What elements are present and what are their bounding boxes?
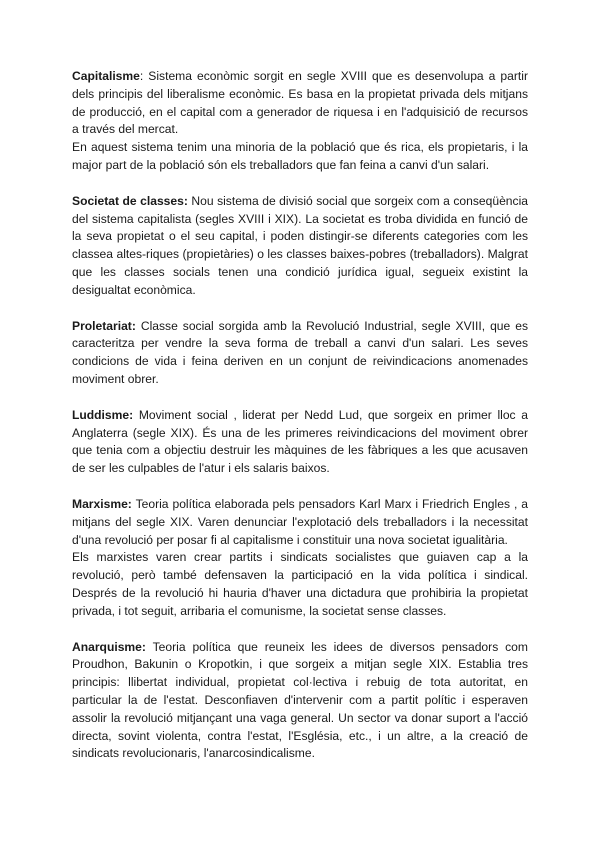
entry-term: Luddisme: bbox=[72, 407, 134, 422]
entry-paragraph bbox=[72, 639, 528, 764]
entry-paragraph: Capitalisme: Sistema econòmic sorgit en segle XVIII que es desenvolupa a partir dels principis del liberalisme econòmic. Es basa en la propietat privada dels mitjans de producció, en el capital com a generador de riquesa i en l'adquisició de recursos a través del mercat. bbox=[72, 69, 528, 137]
entry-paragraph bbox=[72, 549, 528, 620]
entry-term: Marxisme: bbox=[72, 496, 132, 511]
entry-paragraph bbox=[72, 139, 528, 175]
entry-text: Moviment social , liderat per Nedd Lud, que sorgeix en primer lloc a Anglaterra (segle XIX). És una de les primeres reivindicacions del moviment obrer que tenia com a objectiu destruir les màquines de les fàbriques a les que acusaven de ser les culpables de l'atur i els salaris baixos. bbox=[72, 407, 528, 476]
entry-term: Anarquisme: bbox=[72, 639, 146, 654]
entry-capitalisme bbox=[72, 68, 528, 175]
entry-proletariat bbox=[72, 318, 528, 389]
entry-paragraph bbox=[72, 318, 528, 389]
entry-luddisme bbox=[72, 407, 528, 478]
entry-paragraph bbox=[72, 496, 528, 549]
entry-paragraph bbox=[72, 407, 528, 478]
entry-term: Capitalisme bbox=[72, 69, 140, 83]
entry-marxisme bbox=[72, 496, 528, 621]
entry-text: Els marxistes varen crear partits i sindicats socialistes que guiaven cap a la revolució, però també defensaven la participació en la vida política i sindical. Després de la revolució hi hauria d'haver una dictadura que prohibiria la propietat privada, i tot seguit, arribaria el comunisme, la societat sense classes. bbox=[72, 550, 528, 618]
entry-anarquisme bbox=[72, 639, 528, 764]
entry-term: Proletariat: bbox=[72, 318, 136, 333]
entry-text: Teoria política que reuneix les idees de diversos pensadors com Proudhon, Bakunin o Kropotkin, i que sorgeix a mitjan segle XIX. Establia tres principis: llibertat individual, propietat col·lectiva i rebuig de tota autoritat, en particular la de l'estat. Desconfiaven d'intervenir com a partit polític i esperaven assolir la revolució mitjançant una vaga general. Un sector va donar suport a l'acció directa, sovint violenta, contra l'estat, l'Església, etc., i un altre, a la creació de sindicats revolucionaris, l'anarcosindicalisme. bbox=[72, 639, 528, 761]
entry-term: Societat de classes: bbox=[72, 193, 188, 208]
entry-text: Nou sistema de divisió social que sorgeix com a conseqüència del sistema capitalista (segles XVIII i XIX). La societat es troba dividida en funció de la seva propietat o el seu capital, i poden distingir-se diferents categories com les classea altes-riques (propietàries) o les classes baixes-pobres (treballadors). Malgrat que les classes socials tenen una condició jurídica igual, segueix existint la desigualtat econòmica. bbox=[72, 193, 528, 297]
entry-text: Classe social sorgida amb la Revolució Industrial, segle XVIII, que es caracteritza per vendre la seva forma de treball a canvi d'un salari. Les seves condicions de vida i feina deriven en un conjunt de reivindicacions anomenades moviment obrer. bbox=[72, 318, 528, 386]
entry-text: Teoria política elaborada pels pensadors Karl Marx i Friedrich Engles , a mitjans del segle XIX. Varen denunciar l'explotació dels treballadors i la necessitat d'una revolució per posar fi al capitalisme i constituir una nova societat igualitària. bbox=[72, 496, 528, 547]
entry-text: En aquest sistema tenim una minoria de la població que és rica, els propietaris, i la major part de la població són els treballadors que fan feina a canvi d'un salari. bbox=[72, 140, 528, 172]
entry-paragraph bbox=[72, 193, 528, 300]
document-page bbox=[72, 68, 528, 781]
entry-societat-de-classes bbox=[72, 193, 528, 300]
entry-text: Sistema econòmic sorgit en segle XVIII que es desenvolupa a partir dels principis del liberalisme econòmic. Es basa en la propietat privada dels mitjans de producció, en el capital com a generador de riquesa i en l'adquisició de recursos a través del mercat. bbox=[72, 69, 528, 137]
